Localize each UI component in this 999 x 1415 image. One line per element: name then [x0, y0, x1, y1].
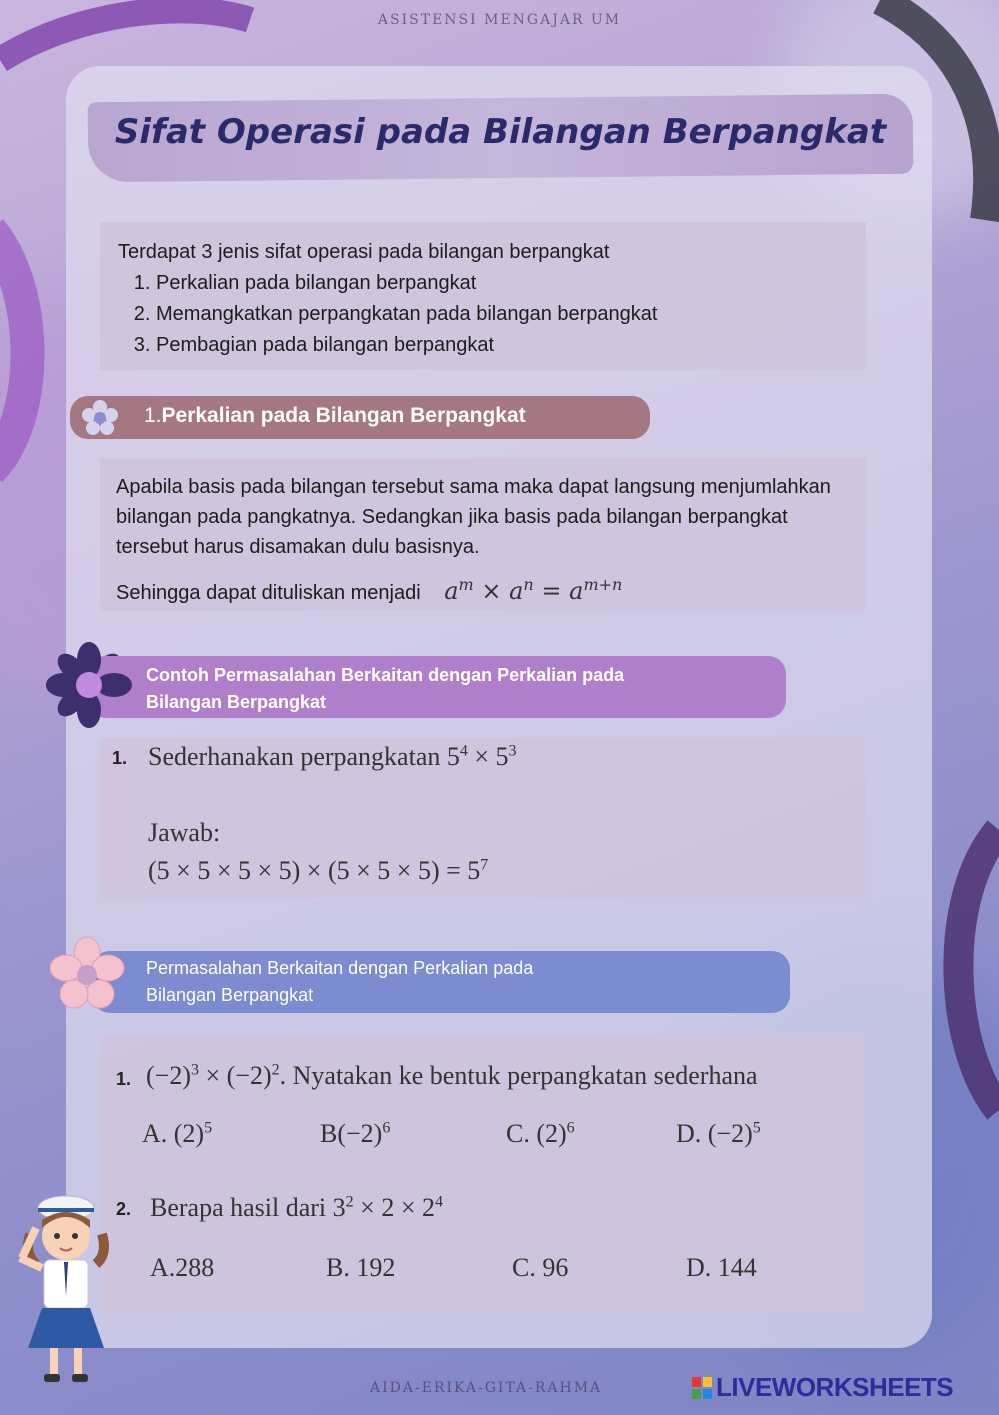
option-c[interactable]: C. $(2)^6$	[506, 1119, 575, 1148]
header-text: ASISTENSI MENGAJAR UM	[377, 12, 622, 28]
problem-number: 2.	[116, 1199, 132, 1219]
intro-lead: Terdapat 3 jenis sifat operasi pada bilangan berpangkat	[118, 241, 610, 263]
example-heading-pill	[88, 656, 786, 718]
problems-box	[100, 1035, 866, 1313]
liveworksheets-icon	[692, 1377, 712, 1399]
rule-lead: Sehingga dapat dituliskan menjadi	[116, 582, 421, 604]
brand-logo	[692, 1372, 953, 1403]
option-b[interactable]: B. 192	[326, 1253, 396, 1282]
intro-box	[100, 222, 866, 370]
option-b[interactable]: $B(-2)^6$	[320, 1119, 391, 1148]
flower-icon	[46, 642, 132, 728]
example-heading-line: Contoh Permasalahan Berkaitan dengan Perkalian pada	[146, 665, 625, 685]
rule-box	[100, 458, 866, 611]
rule-formula: $a^m \times a^n = a^{m+n}$	[444, 575, 623, 605]
option-d[interactable]: D. 144	[686, 1253, 757, 1282]
section-title: Perkalian pada Bilangan Berpangkat	[161, 404, 526, 427]
answer-label: Jawab:	[148, 818, 221, 847]
example-number: 1.	[112, 748, 128, 768]
student-illustration	[16, 1188, 116, 1398]
answer-work: $(5 \times 5 \times 5 \times 5) \times (5 \times 5 \times 5) = 5^7$	[148, 856, 489, 885]
example-heading-line: Bilangan Berpangkat	[146, 692, 327, 712]
example-question: Sederhanakan perpangkatan $5^4 \times 5^3$	[148, 742, 517, 771]
option-d[interactable]: D. $(-2)^5$	[676, 1119, 761, 1148]
option-a[interactable]: A.288	[150, 1253, 215, 1282]
option-c[interactable]: C. 96	[512, 1253, 569, 1282]
intro-item: 2. Memangkatkan perpangkatan pada bilangan berpangkat	[156, 299, 848, 330]
problems-heading-line: Bilangan Berpangkat	[146, 985, 314, 1005]
intro-list	[118, 268, 848, 361]
example-box	[100, 738, 866, 898]
flower-icon	[80, 398, 120, 438]
option-a[interactable]: A. $(2)^5$	[142, 1119, 213, 1148]
rule-text: Apabila basis pada bilangan tersebut sama maka dapat langsung menjumlahkan bilangan pada pangkatnya. Sedangkan jika basis pada bilangan berpangkat tersebut harus disamakan dulu basisnya.	[116, 476, 831, 558]
section-number: 1.	[144, 404, 162, 427]
footer-authors: AIDA-ERIKA-GITA-RAHMA	[370, 1380, 603, 1396]
problems-heading-pill	[92, 951, 790, 1013]
intro-item: 1. Perkalian pada bilangan berpangkat	[156, 268, 848, 299]
flower-icon	[48, 936, 126, 1014]
problem-question: Berapa hasil dari $3^2 \times 2 \times 2^4$	[150, 1193, 443, 1222]
problems-heading-line: Permasalahan Berkaitan dengan Perkalian pada	[146, 958, 534, 978]
page-title: Sifat Operasi pada Bilangan Berpangkat	[114, 112, 887, 152]
problem-number: 1.	[116, 1069, 132, 1089]
problem-question: $(-2)^3 \times (-2)^2$. Nyatakan ke bentuk perpangkatan sederhana	[146, 1061, 758, 1090]
section-heading-pill	[70, 396, 650, 439]
brand-name: LIVEWORKSHEETS	[716, 1372, 954, 1402]
intro-item: 3. Pembagian pada bilangan berpangkat	[156, 330, 848, 361]
